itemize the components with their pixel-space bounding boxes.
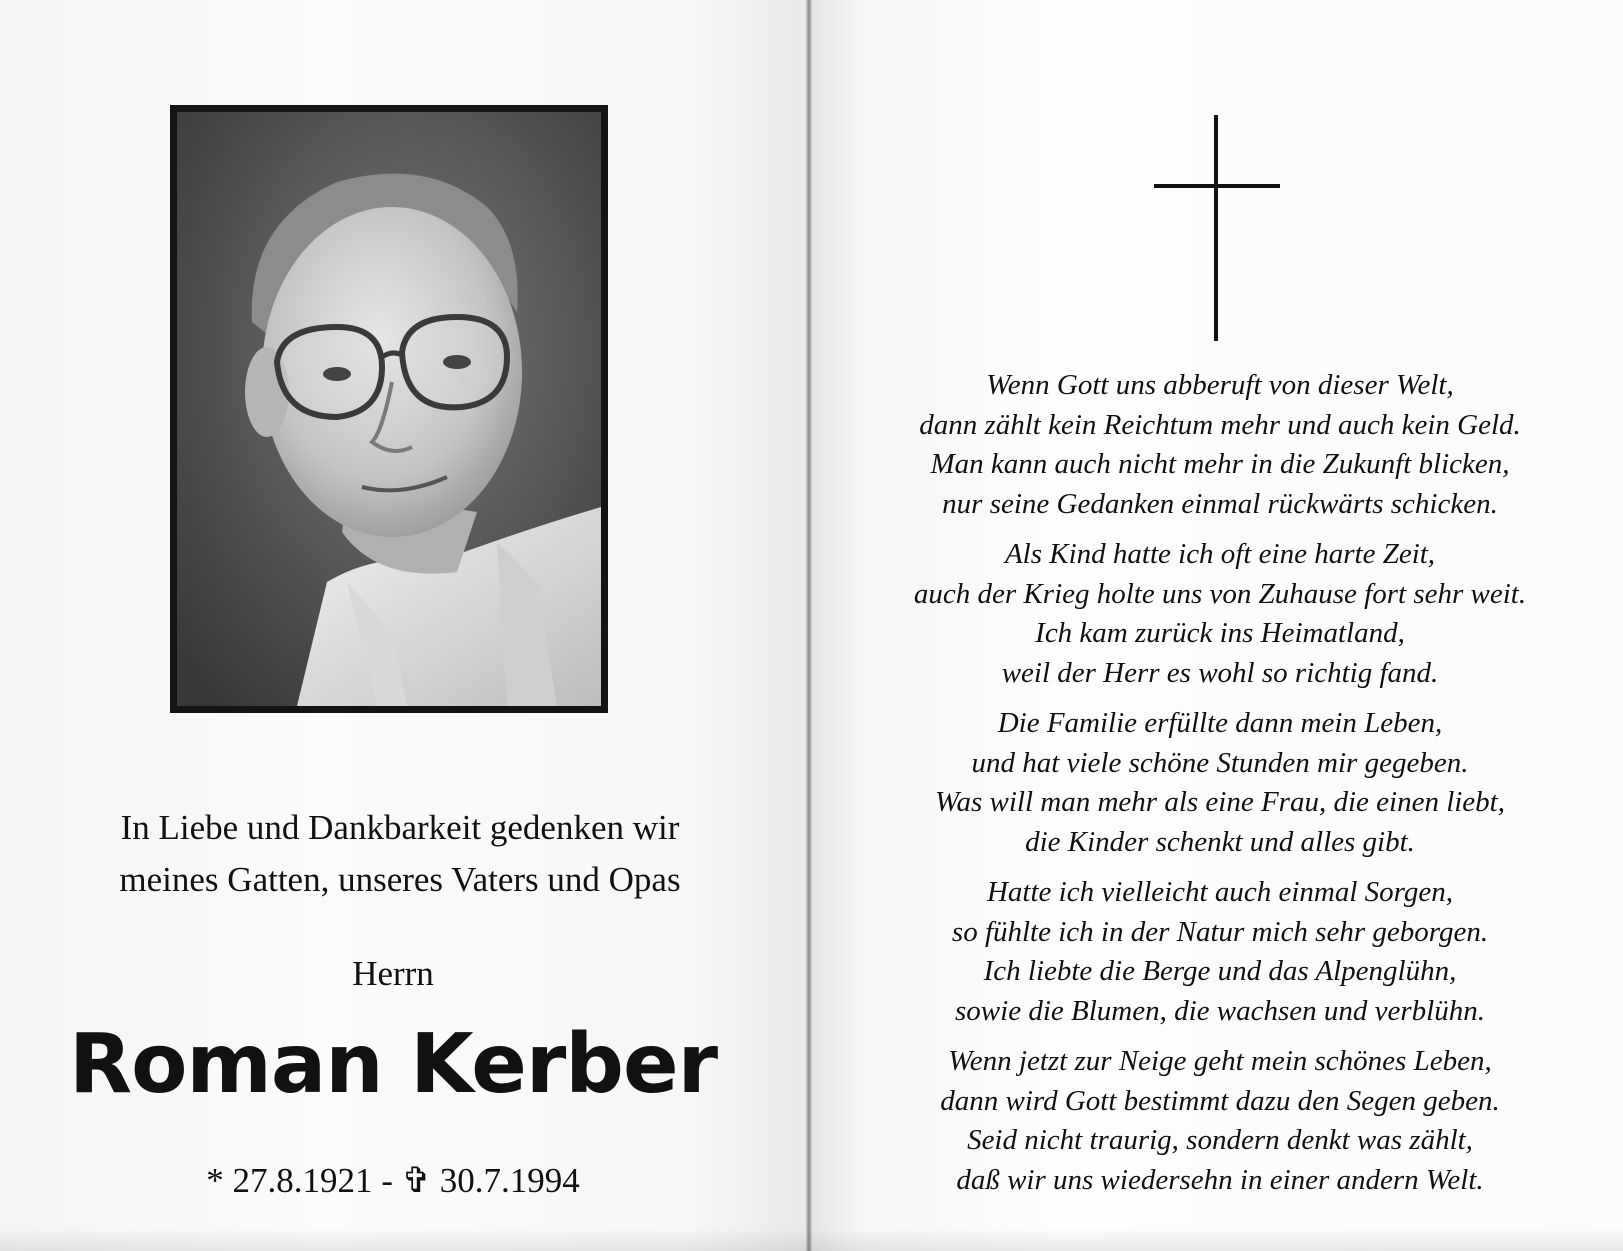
salutation: Herrn [352, 954, 434, 993]
poem-line: Was will man mehr als eine Frau, die einen liebt, [934, 786, 1505, 818]
poem-stanza [840, 873, 1600, 1031]
bottom-edge-shadow [0, 1228, 1623, 1251]
poem-line: so fühlte ich in der Natur mich sehr geborgen. [951, 915, 1489, 948]
poem-stanza [840, 704, 1600, 862]
cross-vertical-bar [1214, 115, 1218, 341]
poem-line: Hatte ich vielleicht auch einmal Sorgen, [986, 876, 1453, 908]
dedication-line-2: meines Gatten, unseres Vaters und Opas [119, 860, 681, 899]
poem-line: Wenn Gott uns abberuft von dieser Welt, [986, 369, 1454, 401]
poem-line: die Kinder schenkt und alles gibt. [1025, 825, 1415, 858]
poem-line: Die Familie erfüllte dann mein Leben, [997, 707, 1443, 739]
poem-line: auch der Krieg holte uns von Zuhause fort sehr weit. [913, 577, 1527, 610]
poem-line: weil der Herr es wohl so richtig fand. [1001, 656, 1439, 689]
poem-line: dann zählt kein Reichtum mehr und auch kein Geld. [919, 408, 1521, 441]
deceased-name: Roman Kerber [68, 1017, 718, 1112]
dedication-text [30, 802, 770, 906]
poem-line: Als Kind hatte ich oft eine harte Zeit, [1004, 538, 1436, 570]
poem-line: dann wird Gott bestimmt dazu den Segen geben. [940, 1084, 1500, 1117]
poem-line: Ich kam zurück ins Heimatland, [1035, 617, 1405, 649]
left-panel [0, 0, 806, 1251]
poem-line: daß wir uns wiedersehn in einer andern Welt. [956, 1163, 1484, 1196]
poem-line: sowie die Blumen, die wachsen und verblühn. [955, 994, 1485, 1027]
poem-stanza [840, 1042, 1600, 1200]
poem-stanza [840, 535, 1600, 693]
memorial-poem [840, 366, 1600, 1211]
cross-horizontal-bar [1154, 184, 1280, 188]
poem-line: Man kann auch nicht mehr in die Zukunft blicken, [930, 448, 1510, 480]
latin-cross-icon [1154, 115, 1280, 341]
portrait-photo-frame [170, 105, 608, 713]
poem-stanza [840, 366, 1600, 524]
dedication-line-1: In Liebe und Dankbarkeit gedenken wir [120, 808, 680, 847]
portrait-photo [177, 112, 601, 706]
poem-line: und hat viele schöne Stunden mir gegeben. [971, 746, 1469, 779]
poem-line: Ich liebte die Berge und das Alpenglühn, [983, 955, 1457, 987]
poem-line: Wenn jetzt zur Neige geht mein schönes Leben, [948, 1045, 1492, 1077]
poem-line: Seid nicht traurig, sondern denkt was zählt, [967, 1124, 1473, 1156]
poem-line: nur seine Gedanken einmal rückwärts schicken. [942, 487, 1498, 520]
portrait-illustration [177, 112, 601, 706]
life-dates: * 27.8.1921 - ✞ 30.7.1994 [206, 1161, 580, 1200]
